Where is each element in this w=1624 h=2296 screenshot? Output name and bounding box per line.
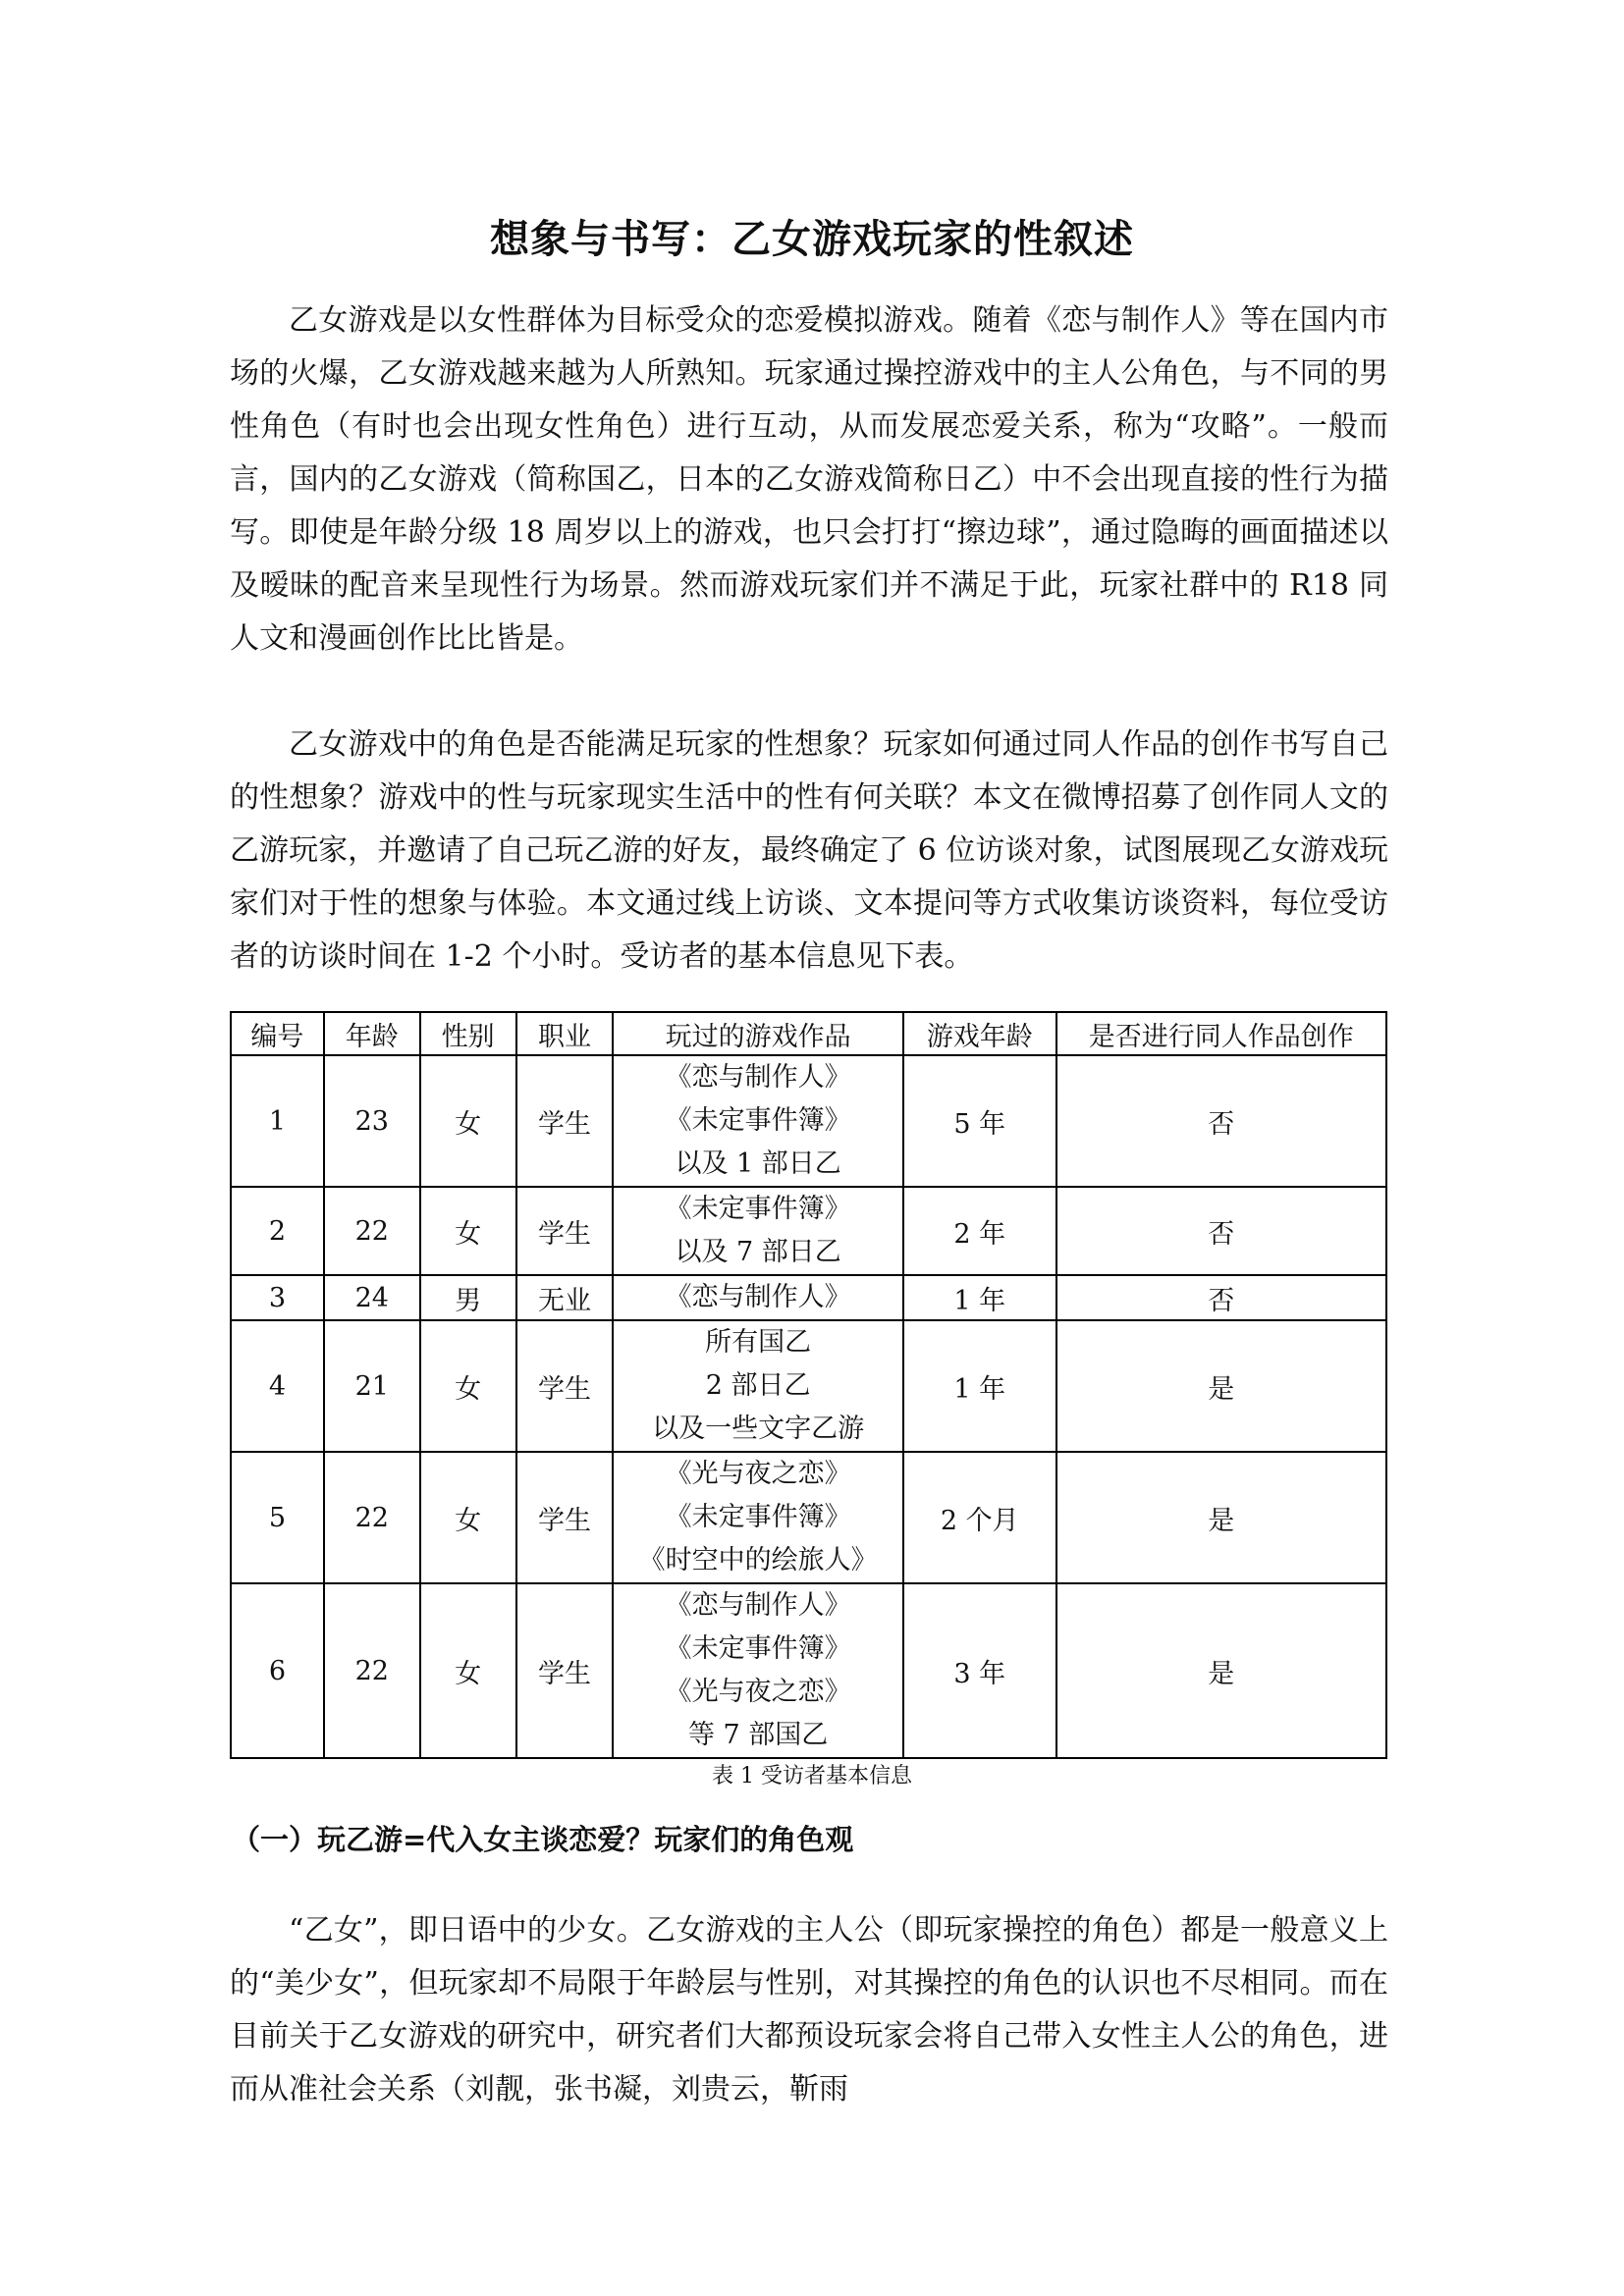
cell-creates: 是 — [1056, 1583, 1386, 1758]
cell-id: 3 — [231, 1275, 324, 1320]
table-row — [231, 1320, 1386, 1452]
table-row — [231, 1055, 1386, 1187]
cell-creates: 否 — [1056, 1187, 1386, 1275]
section-heading: （一）玩乙游=代入女主谈恋爱？玩家们的角色观 — [232, 1823, 854, 1856]
table-row — [231, 1583, 1386, 1758]
interviewee-table — [230, 1011, 1387, 1759]
cell-gender: 女 — [420, 1320, 516, 1452]
header-gender: 性别 — [420, 1012, 516, 1055]
cell-age: 21 — [324, 1320, 420, 1452]
game-line: 所有国乙 — [705, 1327, 812, 1358]
intro-paragraph-2-text: 乙女游戏中的角色是否能满足玩家的性想象？玩家如何通过同人作品的创作书写自己的性想象？游戏中的性与玩家现实生活中的性有何关联？本文在微博招募了创作同人文的乙游玩家，并邀请了自己玩乙游的好友，最终确定了 6 位访谈对象，试图展现乙女游戏玩家们对于性的想象与体验。本文通过线上访谈、文本提问等方式收集访谈资料，每位受访者的访谈时间在 1-2 个小时。受访者的基本信息见下表。 — [230, 727, 1388, 974]
table-caption: 表 1 受访者基本信息 — [712, 1764, 912, 1789]
cell-job: 学生 — [516, 1320, 614, 1452]
header-job: 职业 — [516, 1012, 614, 1055]
game-line: 等 7 部国乙 — [687, 1720, 829, 1750]
table-header-row — [231, 1012, 1386, 1055]
header-years: 游戏年龄 — [903, 1012, 1056, 1055]
cell-creates: 否 — [1056, 1055, 1386, 1187]
cell-years: 5 年 — [903, 1055, 1056, 1187]
cell-years: 2 年 — [903, 1187, 1056, 1275]
header-games: 玩过的游戏作品 — [613, 1012, 902, 1055]
cell-games — [613, 1320, 902, 1452]
cell-games — [613, 1583, 902, 1758]
table-row — [231, 1452, 1386, 1583]
cell-age: 22 — [324, 1452, 420, 1583]
game-line: 《恋与制作人》 — [665, 1062, 851, 1093]
cell-games — [613, 1055, 902, 1187]
cell-id: 1 — [231, 1055, 324, 1187]
page-title: 想象与书写：乙女游戏玩家的性叙述 — [490, 217, 1134, 262]
header-id: 编号 — [231, 1012, 324, 1055]
cell-job: 无业 — [516, 1275, 614, 1320]
game-line: 以及 7 部日乙 — [675, 1237, 841, 1267]
game-line: 《未定事件簿》 — [665, 1633, 851, 1664]
cell-gender: 女 — [420, 1452, 516, 1583]
section-paragraph-1-text: “乙女”，即日语中的少女。乙女游戏的主人公（即玩家操控的角色）都是一般意义上的“美少女”，但玩家却不局限于年龄层与性别，对其操控的角色的认识也不尽相同。而在目前关于乙女游戏的研究中，研究者们大都预设玩家会将自己带入女性主人公的角色，进而从准社会关系（刘靓，张书凝，刘贵云，靳雨 — [230, 1913, 1388, 2107]
cell-years: 3 年 — [903, 1583, 1056, 1758]
cell-job: 学生 — [516, 1187, 614, 1275]
game-line: 《光与夜之恋》 — [665, 1677, 851, 1707]
game-line: 《光与夜之恋》 — [665, 1459, 851, 1489]
cell-age: 22 — [324, 1583, 420, 1758]
table-row — [231, 1187, 1386, 1275]
header-creates: 是否进行同人作品创作 — [1056, 1012, 1386, 1055]
cell-games — [613, 1452, 902, 1583]
cell-job: 学生 — [516, 1452, 614, 1583]
intro-paragraph-1 — [230, 294, 1388, 666]
game-line: 《恋与制作人》 — [665, 1590, 851, 1621]
cell-years: 2 个月 — [903, 1452, 1056, 1583]
game-line: 《未定事件簿》 — [665, 1502, 851, 1532]
game-line: 《未定事件簿》 — [665, 1194, 851, 1224]
cell-gender: 男 — [420, 1275, 516, 1320]
header-age: 年龄 — [324, 1012, 420, 1055]
cell-gender: 女 — [420, 1187, 516, 1275]
game-line: 《时空中的绘旅人》 — [638, 1545, 878, 1575]
cell-id: 6 — [231, 1583, 324, 1758]
cell-years: 1 年 — [903, 1275, 1056, 1320]
game-line: 《未定事件簿》 — [665, 1105, 851, 1136]
cell-age: 23 — [324, 1055, 420, 1187]
game-line: 以及 1 部日乙 — [675, 1148, 841, 1179]
table-row — [231, 1275, 1386, 1320]
cell-gender: 女 — [420, 1583, 516, 1758]
game-line: 《恋与制作人》 — [665, 1282, 851, 1312]
intro-paragraph-2 — [230, 719, 1388, 984]
cell-age: 24 — [324, 1275, 420, 1320]
game-line: 2 部日乙 — [705, 1370, 811, 1401]
intro-paragraph-1-text: 乙女游戏是以女性群体为目标受众的恋爱模拟游戏。随着《恋与制作人》等在国内市场的火爆，乙女游戏越来越为人所熟知。玩家通过操控游戏中的主人公角色，与不同的男性角色（有时也会出现女性角色）进行互动，从而发展恋爱关系，称为“攻略”。一般而言，国内的乙女游戏（简称国乙，日本的乙女游戏简称日乙）中不会出现直接的性行为描写。即使是年龄分级 18 周岁以上的游戏，也只会打打“擦边球”，通过隐晦的画面描述以及暧昧的配音来呈现性行为场景。然而游戏玩家们并不满足于此，玩家社群中的 R18 同人文和漫画创作比比皆是。 — [230, 303, 1388, 656]
cell-creates: 否 — [1056, 1275, 1386, 1320]
cell-job: 学生 — [516, 1583, 614, 1758]
cell-games — [613, 1187, 902, 1275]
game-line: 以及一些文字乙游 — [652, 1414, 865, 1444]
cell-games — [613, 1275, 902, 1320]
cell-years: 1 年 — [903, 1320, 1056, 1452]
section-paragraph-1 — [230, 1904, 1388, 2116]
cell-id: 4 — [231, 1320, 324, 1452]
cell-gender: 女 — [420, 1055, 516, 1187]
cell-age: 22 — [324, 1187, 420, 1275]
cell-id: 5 — [231, 1452, 324, 1583]
cell-id: 2 — [231, 1187, 324, 1275]
cell-creates: 是 — [1056, 1452, 1386, 1583]
cell-creates: 是 — [1056, 1320, 1386, 1452]
cell-job: 学生 — [516, 1055, 614, 1187]
